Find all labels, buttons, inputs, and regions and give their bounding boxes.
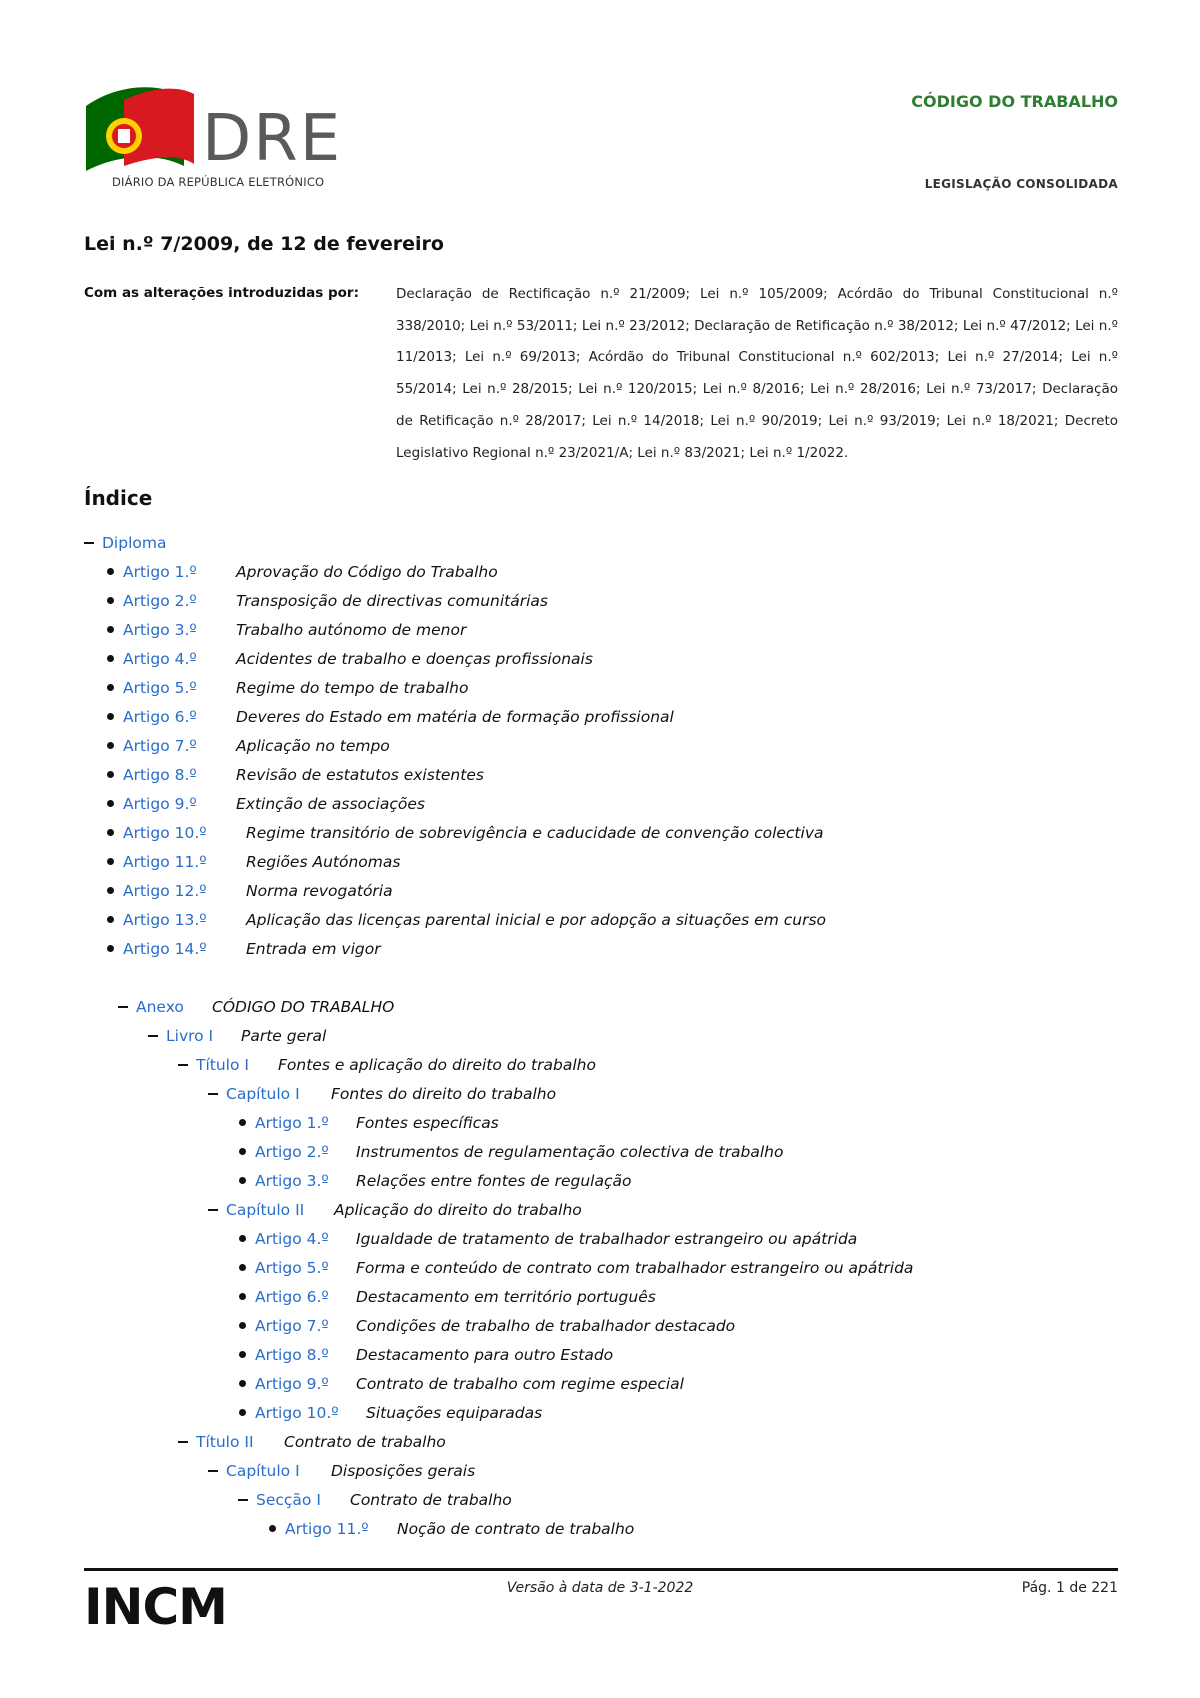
toc-article-item xyxy=(239,1343,614,1367)
bullet-icon xyxy=(107,771,114,778)
toc-description: Contrato de trabalho com regime especial xyxy=(356,1375,684,1393)
toc-section-item xyxy=(208,1198,582,1222)
toc-description: Deveres do Estado em matéria de formação profissional xyxy=(236,708,674,726)
toc-link[interactable]: Artigo 5.º xyxy=(255,1259,329,1277)
collapse-dash-icon[interactable] xyxy=(84,542,94,544)
toc-article-item xyxy=(107,647,593,671)
bullet-icon xyxy=(239,1380,246,1387)
toc-section-item xyxy=(148,1024,327,1048)
toc-article-item xyxy=(239,1285,656,1309)
toc-article-item xyxy=(239,1401,543,1425)
collapse-dash-icon[interactable] xyxy=(118,1006,128,1008)
toc-section-item xyxy=(208,1459,476,1483)
toc-article-item xyxy=(107,734,390,758)
dre-logo-text: DRE xyxy=(202,102,343,176)
collapse-dash-icon[interactable] xyxy=(238,1499,248,1501)
toc-link[interactable]: Capítulo II xyxy=(226,1201,305,1219)
footer-version: Versão à data de 3-1-2022 xyxy=(506,1580,694,1596)
toc-link[interactable]: Artigo 9.º xyxy=(255,1375,329,1393)
toc-article-item xyxy=(107,618,467,642)
toc-description: Parte geral xyxy=(241,1027,327,1045)
bullet-icon xyxy=(107,858,114,865)
toc-description: Disposições gerais xyxy=(331,1462,476,1480)
bullet-icon xyxy=(239,1293,246,1300)
bullet-icon xyxy=(239,1119,246,1126)
toc-section-item xyxy=(118,995,395,1019)
bullet-icon xyxy=(239,1235,246,1242)
toc-article-item xyxy=(239,1314,736,1338)
toc-link[interactable]: Artigo 4.º xyxy=(255,1230,329,1248)
collapse-dash-icon[interactable] xyxy=(148,1035,158,1037)
toc-link[interactable]: Capítulo I xyxy=(226,1462,300,1480)
toc-article-item xyxy=(107,850,401,874)
toc-description: Fontes e aplicação do direito do trabalho xyxy=(278,1056,596,1074)
bullet-icon xyxy=(107,684,114,691)
page-number: Pág. 1 de 221 xyxy=(1021,1580,1118,1596)
toc-link[interactable]: Artigo 14.º xyxy=(123,940,207,958)
collapse-dash-icon[interactable] xyxy=(208,1470,218,1472)
toc-section-item xyxy=(238,1488,512,1512)
toc-link[interactable]: Artigo 10.º xyxy=(255,1404,339,1422)
toc-description: Situações equiparadas xyxy=(366,1404,543,1422)
toc-link[interactable]: Artigo 3.º xyxy=(123,621,197,639)
toc-link[interactable]: Artigo 5.º xyxy=(123,679,197,697)
toc-article-item xyxy=(239,1169,632,1193)
toc-description: Fontes específicas xyxy=(356,1114,499,1132)
bullet-icon xyxy=(107,713,114,720)
toc-article-item xyxy=(107,763,484,787)
bullet-icon xyxy=(107,655,114,662)
document-title: CÓDIGO DO TRABALHO xyxy=(911,92,1118,111)
document-subtitle: LEGISLAÇÃO CONSOLIDADA xyxy=(924,177,1118,191)
toc-section-item xyxy=(178,1053,596,1077)
bullet-icon xyxy=(239,1264,246,1271)
toc-article-item xyxy=(107,908,827,932)
toc-description: Destacamento em território português xyxy=(356,1288,656,1306)
bullet-icon xyxy=(239,1351,246,1358)
toc-link[interactable]: Artigo 8.º xyxy=(255,1346,329,1364)
toc-description: Entrada em vigor xyxy=(246,940,381,958)
toc-description: Regiões Autónomas xyxy=(246,853,401,871)
toc-description: Regime transitório de sobrevigência e caducidade de convenção colectiva xyxy=(246,824,824,842)
toc-article-item xyxy=(107,705,674,729)
toc-link[interactable]: Artigo 11.º xyxy=(285,1520,369,1538)
toc-description: Noção de contrato de trabalho xyxy=(397,1520,635,1538)
svg-text:INCM: INCM xyxy=(84,1578,227,1636)
toc-link[interactable]: Artigo 10.º xyxy=(123,824,207,842)
toc-description: Relações entre fontes de regulação xyxy=(356,1172,632,1190)
toc-link[interactable]: Artigo 12.º xyxy=(123,882,207,900)
toc-link[interactable]: Artigo 6.º xyxy=(255,1288,329,1306)
bullet-icon xyxy=(107,597,114,604)
collapse-dash-icon[interactable] xyxy=(208,1093,218,1095)
bullet-icon xyxy=(107,916,114,923)
toc-description: CÓDIGO DO TRABALHO xyxy=(212,998,395,1016)
bullet-icon xyxy=(239,1148,246,1155)
toc-link[interactable]: Artigo 1.º xyxy=(255,1114,329,1132)
bullet-icon xyxy=(107,800,114,807)
toc-description: Extinção de associações xyxy=(236,795,425,813)
toc-description: Forma e conteúdo de contrato com trabalhador estrangeiro ou apátrida xyxy=(356,1259,914,1277)
toc-description: Condições de trabalho de trabalhador destacado xyxy=(356,1317,736,1335)
toc-link[interactable]: Artigo 1.º xyxy=(123,563,197,581)
toc-link[interactable]: Artigo 6.º xyxy=(123,708,197,726)
amendments-text: Declaração de Rectificação n.º 21/2009; Lei n.º 105/2009; Acórdão do Tribunal Constitucional n.º 338/2010; Lei n.º 53/2011; Lei n.º 23/2012; Declaração de Retificação n.º 38/2012; Lei n.º 47/2012; Lei n.º 11/2013; Lei n.º 69/2013; Acórdão do Tribunal Constitucional n.º 602/2013; Lei n.º 27/2014; Lei n.º 55/2014; Lei n.º 28/2015; Lei n.º 120/2015; Lei n.º 8/2016; Lei n.º 28/2016; Lei n.º 73/2017; Declaração de Retificação n.º 28/2017; Lei n.º 14/2018; Lei n.º 90/2019; Lei n.º 93/2019; Lei n.º 18/2021; Decreto Legislativo Regional n.º 23/2021/A; Lei n.º 83/2021; Lei n.º 1/2022. xyxy=(396,286,1118,461)
collapse-dash-icon[interactable] xyxy=(178,1441,188,1443)
toc-article-item xyxy=(107,879,393,903)
toc-description: Instrumentos de regulamentação colectiva de trabalho xyxy=(356,1143,784,1161)
toc-link[interactable]: Diploma xyxy=(102,534,167,552)
toc-description: Norma revogatória xyxy=(246,882,393,900)
toc-description: Aplicação das licenças parental inicial e por adopção a situações em curso xyxy=(246,911,827,929)
toc-article-item xyxy=(107,821,824,845)
toc-link[interactable]: Artigo 3.º xyxy=(255,1172,329,1190)
bullet-icon xyxy=(239,1322,246,1329)
toc-link[interactable]: Capítulo I xyxy=(226,1085,300,1103)
toc-article-item xyxy=(107,589,548,613)
toc-link[interactable]: Artigo 7.º xyxy=(255,1317,329,1335)
toc-link[interactable]: Artigo 9.º xyxy=(123,795,197,813)
toc-article-item xyxy=(239,1256,914,1280)
toc-description: Aplicação no tempo xyxy=(236,737,390,755)
toc-link[interactable]: Artigo 8.º xyxy=(123,766,197,784)
toc-article-item xyxy=(239,1227,858,1251)
toc-section-item xyxy=(84,531,166,555)
toc-description: Destacamento para outro Estado xyxy=(356,1346,614,1364)
logo-caption: DIÁRIO DA REPÚBLICA ELETRÓNICO xyxy=(112,175,325,189)
bullet-icon xyxy=(107,568,114,575)
toc-link[interactable]: Artigo 13.º xyxy=(123,911,207,929)
index-heading: Índice xyxy=(84,486,153,510)
bullet-icon xyxy=(269,1525,276,1532)
toc-link[interactable]: Artigo 2.º xyxy=(123,592,197,610)
toc-article-item xyxy=(239,1140,784,1164)
toc-section-item xyxy=(178,1430,446,1454)
bullet-icon xyxy=(239,1177,246,1184)
toc-link[interactable]: Título I xyxy=(196,1056,249,1074)
toc-link[interactable]: Artigo 4.º xyxy=(123,650,197,668)
toc-article-item xyxy=(239,1111,499,1135)
toc-description: Trabalho autónomo de menor xyxy=(236,621,467,639)
toc-description: Aplicação do direito do trabalho xyxy=(334,1201,582,1219)
bullet-icon xyxy=(107,626,114,633)
toc-link[interactable]: Livro I xyxy=(166,1027,214,1045)
bullet-icon xyxy=(107,945,114,952)
bullet-icon xyxy=(239,1409,246,1416)
toc-link[interactable]: Título II xyxy=(196,1433,254,1451)
toc-article-item xyxy=(239,1372,684,1396)
collapse-dash-icon[interactable] xyxy=(178,1064,188,1066)
toc-section-item xyxy=(208,1082,557,1106)
toc-description: Contrato de trabalho xyxy=(284,1433,446,1451)
toc-description: Fontes do direito do trabalho xyxy=(331,1085,557,1103)
toc-description: Transposição de directivas comunitárias xyxy=(236,592,548,610)
bullet-icon xyxy=(107,742,114,749)
footer-divider xyxy=(84,1568,1118,1571)
amendments-label: Com as alterações introduzidas por: xyxy=(84,285,359,301)
toc-article-item xyxy=(107,676,469,700)
toc-article-item xyxy=(107,560,498,584)
toc-article-item xyxy=(107,792,425,816)
toc-link[interactable]: Anexo xyxy=(136,998,184,1016)
toc-description: Regime do tempo de trabalho xyxy=(236,679,469,697)
toc-description: Acidentes de trabalho e doenças profissionais xyxy=(236,650,593,668)
bullet-icon xyxy=(107,829,114,836)
toc-article-item xyxy=(269,1517,635,1541)
toc-link[interactable]: Secção I xyxy=(256,1491,321,1509)
toc-description: Revisão de estatutos existentes xyxy=(236,766,484,784)
collapse-dash-icon[interactable] xyxy=(208,1209,218,1211)
toc-link[interactable]: Artigo 7.º xyxy=(123,737,197,755)
toc-description: Aprovação do Código do Trabalho xyxy=(236,563,498,581)
toc-article-item xyxy=(107,937,381,961)
toc-description: Igualdade de tratamento de trabalhador estrangeiro ou apátrida xyxy=(356,1230,858,1248)
law-title: Lei n.º 7/2009, de 12 de fevereiro xyxy=(84,233,444,255)
toc-link[interactable]: Artigo 2.º xyxy=(255,1143,329,1161)
toc-link[interactable]: Artigo 11.º xyxy=(123,853,207,871)
toc-description: Contrato de trabalho xyxy=(350,1491,512,1509)
bullet-icon xyxy=(107,887,114,894)
